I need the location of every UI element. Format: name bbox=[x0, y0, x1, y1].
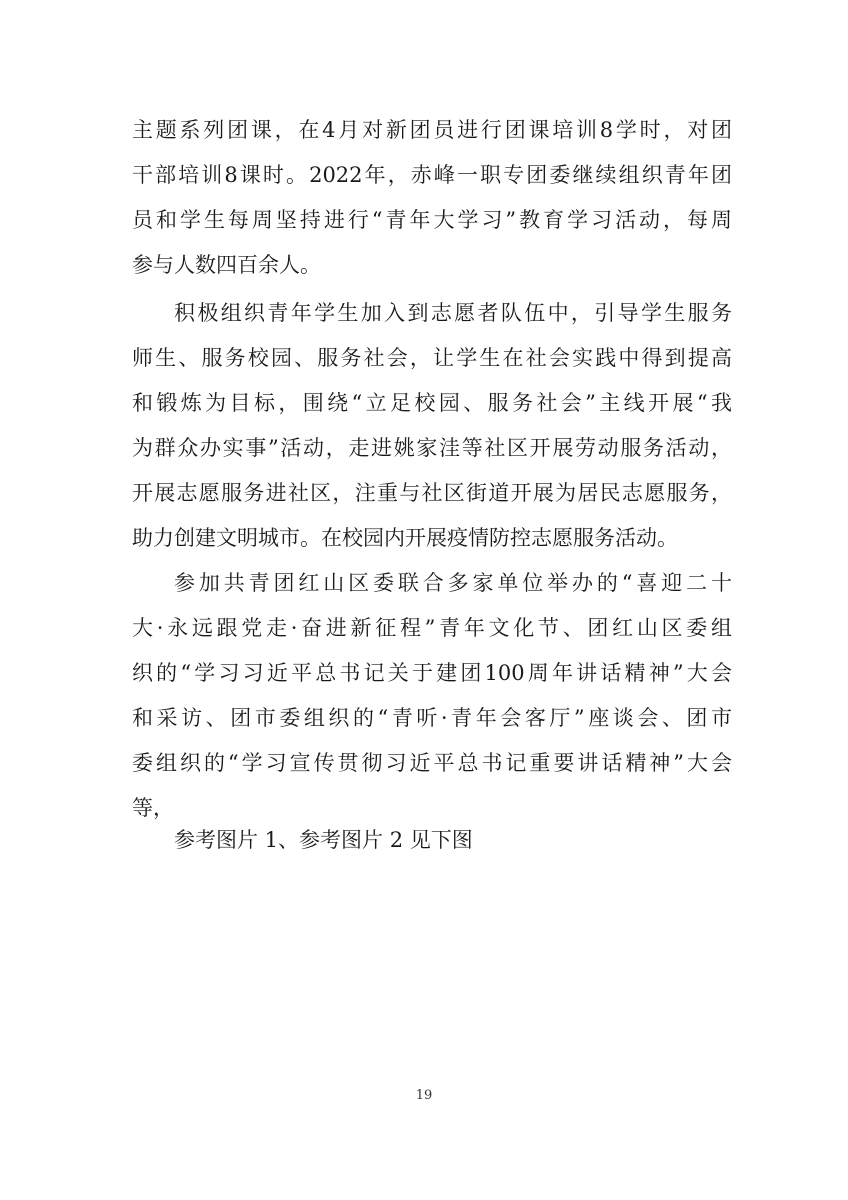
text-line: 为群众办实事”活动，走进姚家洼等社区开展劳动服务活动， bbox=[132, 436, 732, 460]
figure-reference-caption: 参考图片 1、参考图片 2 见下图 bbox=[174, 828, 473, 852]
text-line: 参加共青团红山区委联合多家单位举办的“喜迎二十 bbox=[174, 571, 732, 595]
text-line: 积极组织青年学生加入到志愿者队伍中，引导学生服务 bbox=[174, 301, 732, 325]
text-line: 大·永远跟党走·奋进新征程”青年文化节、团红山区委组 bbox=[132, 616, 732, 640]
text-line: 和锻炼为目标，围绕“立足校园、服务社会”主线开展“我 bbox=[132, 391, 732, 415]
text-line: 员和学生每周坚持进行“青年大学习”教育学习活动，每周 bbox=[132, 208, 732, 232]
text-line: 助力创建文明城市。在校园内开展疫情防控志愿服务活动。 bbox=[132, 526, 678, 550]
text-line: 开展志愿服务进社区，注重与社区街道开展为居民志愿服务， bbox=[132, 481, 732, 505]
text-line: 师生、服务校园、服务社会，让学生在社会实践中得到提高 bbox=[132, 346, 732, 370]
text-line: 等， bbox=[132, 796, 174, 820]
text-line: 参与人数四百余人。 bbox=[132, 253, 321, 277]
text-line: 主题系列团课，在4月对新团员进行团课培训8学时，对团 bbox=[132, 118, 732, 142]
paragraph-3 bbox=[132, 561, 732, 831]
text-line: 委组织的“学习宣传贯彻习近平总书记重要讲话精神”大会 bbox=[132, 751, 732, 775]
paragraph-2 bbox=[132, 291, 732, 561]
body-text bbox=[132, 108, 732, 831]
text-line: 干部培训8课时。2022年，赤峰一职专团委继续组织青年团 bbox=[132, 163, 732, 187]
text-line: 和采访、团市委组织的“青听·青年会客厅”座谈会、团市 bbox=[132, 706, 732, 730]
page-number: 19 bbox=[415, 1088, 433, 1103]
paragraph-1 bbox=[132, 108, 732, 288]
text-line: 织的“学习习近平总书记关于建团100周年讲话精神”大会 bbox=[132, 661, 732, 685]
